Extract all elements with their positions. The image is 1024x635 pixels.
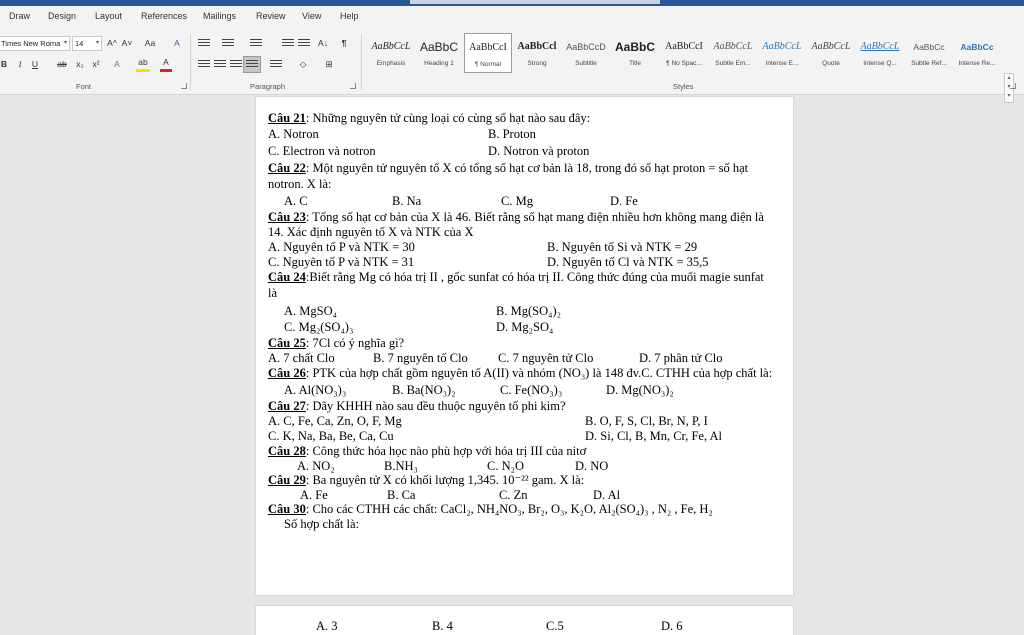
style-name: Subtle Em... <box>715 60 751 67</box>
numbering-icon[interactable] <box>222 39 234 49</box>
answer-b: B. Nguyên tố Si và NTK = 29 <box>547 240 698 254</box>
align-left-icon[interactable] <box>198 60 210 70</box>
shading-icon[interactable]: ◇ <box>299 59 307 69</box>
answer-a: A. Fe <box>300 488 328 502</box>
font-name-value: Times New Roma <box>1 39 61 48</box>
style-name: Intense E... <box>765 60 799 67</box>
question-30 <box>268 502 713 517</box>
tab-references[interactable]: References <box>141 11 188 21</box>
change-case-button[interactable]: Aa <box>144 38 156 48</box>
bullets-icon[interactable] <box>198 39 210 49</box>
question-label: Câu 28 <box>268 444 306 458</box>
styles-group-label: Styles <box>673 82 694 91</box>
question-text: : Một nguyên tử nguyên tố X có tổng số hạt cơ bản là 18, trong đó số hạt proton = số hạt <box>305 161 749 175</box>
style-name: Subtle Ref... <box>911 60 947 67</box>
style-preview: AaBbCcL <box>371 41 411 52</box>
style-name: Emphasis <box>376 60 406 67</box>
question-label: Câu 30 <box>268 502 306 516</box>
answer-b: B. Na <box>392 194 422 208</box>
style-emphasis[interactable] <box>367 33 415 73</box>
shrink-font-button[interactable]: A˅ <box>121 38 133 48</box>
answer-b: B. 7 nguyên tố Clo <box>373 351 468 365</box>
italic-button[interactable]: I <box>18 59 22 69</box>
document-page[interactable] <box>255 96 794 596</box>
styles-gallery-scroll[interactable]: ▴ ▾ ▾ <box>1004 73 1014 103</box>
font-size-combo[interactable] <box>72 36 102 51</box>
tab-design[interactable]: Design <box>48 11 77 21</box>
style-intense-emphasis[interactable] <box>758 33 806 73</box>
style-heading-1[interactable] <box>415 33 463 73</box>
answer-c: C. Electron và notron <box>268 144 376 158</box>
ribbon <box>0 30 1024 99</box>
answer-c: C. N₂O <box>487 459 524 473</box>
multilevel-list-icon[interactable] <box>250 39 262 49</box>
answer-b: B. Proton <box>488 127 536 141</box>
tab-draw[interactable]: Draw <box>9 11 31 21</box>
question-text-cont: notron. X là: <box>268 177 332 191</box>
question-label: Câu 29 <box>268 473 306 487</box>
question-text: : PTK của hợp chất gồm nguyên tố A(II) và nhóm (NO₃) là 148 đv.C. CTHH của hợp chất là: <box>305 366 773 380</box>
style-no-spacing[interactable] <box>660 33 708 73</box>
style-name: Intense Q... <box>863 60 897 67</box>
answer-a: A. Notron <box>268 127 319 141</box>
subscript-button[interactable]: x₂ <box>76 59 84 69</box>
answer-b: B. O, F, S, Cl, Br, N, P, I <box>585 414 708 428</box>
style-title[interactable] <box>611 33 659 73</box>
question-27 <box>268 399 566 414</box>
style-name: Heading 1 <box>424 60 454 67</box>
answer-c: C. 7 nguyên tử Clo <box>498 351 594 365</box>
style-preview: AaBbCcI <box>665 41 703 52</box>
question-21 <box>268 111 590 126</box>
style-subtitle[interactable] <box>562 33 610 73</box>
style-name: ¶ No Spac... <box>666 60 702 67</box>
line-spacing-icon[interactable] <box>270 60 282 70</box>
grow-font-button[interactable]: A^ <box>107 38 117 48</box>
style-preview: AaBbCc <box>913 42 945 52</box>
style-preview: AaBbCcL <box>713 41 753 52</box>
answer-a: A. C, Fe, Ca, Zn, O, F, Mg <box>268 414 402 428</box>
tab-review[interactable]: Review <box>256 11 286 21</box>
answer-c: C. Zn <box>499 488 528 502</box>
question-text: : Dãy KHHH nào sau đều thuộc nguyên tố phi kim? <box>305 399 566 413</box>
align-right-icon[interactable] <box>230 60 242 70</box>
question-label: Câu 27 <box>268 399 306 413</box>
style-subtle-reference[interactable] <box>905 33 953 73</box>
answer-c: C. Mg₂(SO₄)₃ <box>284 320 354 334</box>
paragraph-dialog-launcher-icon[interactable] <box>350 83 356 89</box>
style-name: Subtitle <box>575 60 597 67</box>
style-subtle-emphasis[interactable] <box>709 33 757 73</box>
tab-mailings[interactable]: Mailings <box>203 11 237 21</box>
style-normal[interactable] <box>464 33 512 73</box>
answer-d: D. Nguyên tố Cl và NTK = 35,5 <box>547 255 709 269</box>
text-effects-button[interactable]: A <box>114 59 120 69</box>
question-label: Câu 24 <box>268 270 306 284</box>
show-formatting-button[interactable]: ¶ <box>341 38 347 48</box>
answer-b: B.NH₃ <box>384 459 418 473</box>
style-preview: AaBbCcL <box>860 41 900 52</box>
style-name: Intense Re... <box>958 60 996 67</box>
question-25 <box>268 336 404 351</box>
tab-layout[interactable]: Layout <box>95 11 123 21</box>
answer-d: D. Al <box>593 488 621 502</box>
chevron-down-icon: ▾ <box>95 40 99 46</box>
style-name: ¶ Normal <box>474 61 502 68</box>
question-text: : Tổng số hạt cơ bản của X là 46. Biết rằng số hạt mang điện nhiều hơn không mang điện là <box>305 210 764 224</box>
answer-c: C.5 <box>546 619 564 633</box>
answer-a: A. C <box>284 194 308 208</box>
answer-a: A. 7 chất Clo <box>268 351 335 365</box>
font-size-value: 14 <box>75 39 84 48</box>
question-29 <box>268 473 584 488</box>
style-quote[interactable] <box>807 33 855 73</box>
clear-formatting-button[interactable]: A <box>174 38 180 48</box>
question-text: : Ba nguyên tử X có khối lượng 1,345. 10⁻²² gam. X là: <box>305 473 585 487</box>
answer-a: A. 3 <box>316 619 338 633</box>
style-name: Strong <box>527 60 547 67</box>
tab-help[interactable]: Help <box>340 11 359 21</box>
answer-c: C. Fe(NO₃)₃ <box>500 383 563 397</box>
underline-button[interactable]: U <box>31 59 39 69</box>
answer-c: C. Mg <box>501 194 533 208</box>
question-text: : Cho các CTHH các chất: CaCl₂, NH₄NO₃, Br₂, O₃, K₂O, Al₂(SO₄)₃ , N₂ , Fe, H₂ <box>305 502 713 516</box>
strikethrough-button[interactable]: ab <box>57 59 67 69</box>
style-intense-quote[interactable] <box>856 33 904 73</box>
bold-button[interactable]: B <box>0 59 8 69</box>
question-text: :Biết rằng Mg có hóa trị II , gốc sunfat có hóa trị II. Công thức đúng của muối magie sunfat <box>305 270 764 284</box>
answer-d: D. 7 phân tử Clo <box>639 351 723 365</box>
question-label: Câu 22 <box>268 161 306 175</box>
answer-d: D. Si, Cl, B, Mn, Cr, Fe, Al <box>585 429 723 443</box>
align-center-icon[interactable] <box>214 60 226 70</box>
answer-d: D. Notron và proton <box>488 144 590 158</box>
style-intense-reference[interactable] <box>953 33 1001 73</box>
highlight-color-button[interactable]: ab <box>136 57 150 72</box>
increase-indent-icon[interactable] <box>298 39 310 49</box>
answer-d: D. Mg(NO₃)₂ <box>606 383 674 397</box>
answer-a: A. MgSO₄ <box>284 304 337 318</box>
answer-d: D. Mg₂SO₄ <box>496 320 554 334</box>
search-box[interactable] <box>410 0 660 4</box>
question-23 <box>268 210 764 225</box>
question-text: : 7Cl có ý nghĩa gì? <box>305 336 405 350</box>
style-preview: AaBbC <box>614 40 655 54</box>
answer-b: B. Mg(SO₄)₂ <box>496 304 561 318</box>
answer-c: C. K, Na, Ba, Be, Ca, Cu <box>268 429 394 443</box>
question-text-cont: là <box>268 286 278 300</box>
justify-icon <box>246 60 258 70</box>
answer-d: D. NO <box>575 459 609 473</box>
question-text-cont: 14. Xác định nguyên tố X và NTK của X <box>268 225 474 239</box>
sort-button[interactable]: A↓ <box>318 38 328 48</box>
style-preview: AaBbCcL <box>811 41 851 52</box>
answer-a: A. Nguyên tố P và NTK = 30 <box>268 240 415 254</box>
answer-b: B. Ba(NO₃)₂ <box>392 383 456 397</box>
question-28 <box>268 444 586 459</box>
answer-d: D. 6 <box>661 619 683 633</box>
style-strong[interactable] <box>513 33 561 73</box>
chevron-down-icon: ▾ <box>63 40 67 46</box>
question-label: Câu 25 <box>268 336 306 350</box>
font-dialog-launcher-icon[interactable] <box>181 83 187 89</box>
answer-b: B. Ca <box>387 488 416 502</box>
superscript-button[interactable]: x² <box>92 59 100 69</box>
question-24 <box>268 270 764 285</box>
style-name: Title <box>628 60 642 67</box>
answer-b: B. 4 <box>432 619 453 633</box>
answer-d: D. Fe <box>610 194 638 208</box>
answer-a: A. NO₂ <box>297 459 335 473</box>
style-preview: AaBbCcL <box>762 41 802 52</box>
question-label: Câu 21 <box>268 111 306 125</box>
style-preview: AaBbC <box>419 40 459 54</box>
style-preview: AaBbCcl <box>517 41 557 52</box>
style-preview: AaBbCc <box>960 42 994 52</box>
question-text: : Công thức hóa học nào phù hợp với hóa trị III của nitơ <box>305 444 587 458</box>
group-divider <box>190 34 191 90</box>
question-text: : Những nguyên tử cùng loại có cùng số hạt nào sau đây: <box>305 111 591 125</box>
font-name-combo[interactable] <box>0 36 70 51</box>
question-text-cont: Số hợp chất là: <box>284 517 359 531</box>
ribbon-tabs <box>0 6 1024 30</box>
question-label: Câu 23 <box>268 210 306 224</box>
decrease-indent-icon[interactable] <box>282 39 294 49</box>
question-label: Câu 26 <box>268 366 306 380</box>
style-preview: AaBbCcD <box>566 42 606 52</box>
answer-a: A. Al(NO₃)₃ <box>284 383 347 397</box>
group-divider <box>361 34 362 90</box>
borders-icon[interactable]: ⊞ <box>325 59 333 69</box>
font-color-button[interactable]: A <box>160 57 172 72</box>
font-group-label: Font <box>76 82 92 91</box>
tab-view[interactable]: View <box>302 11 322 21</box>
paragraph-group-label: Paragraph <box>250 82 286 91</box>
style-preview: AaBbCcI <box>469 42 507 53</box>
question-26 <box>268 366 772 381</box>
document-page-2[interactable] <box>255 605 794 635</box>
question-22 <box>268 161 748 176</box>
styles-dialog-launcher-icon[interactable] <box>1010 83 1016 89</box>
style-name: Quote <box>822 60 840 67</box>
answer-c: C. Nguyên tố P và NTK = 31 <box>268 255 415 269</box>
